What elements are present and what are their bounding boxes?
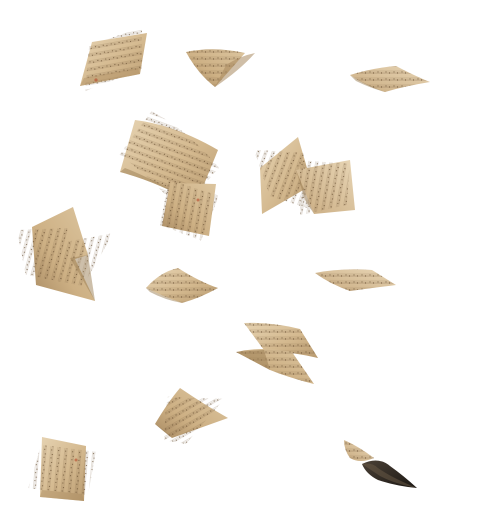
sheet-music-page-2 — [186, 49, 255, 87]
sheet-music-page-13 — [344, 440, 417, 488]
sheet-music-page-3 — [350, 66, 430, 92]
sheet-music-page-10 — [236, 323, 318, 384]
sheet-music-page-6 — [241, 137, 355, 223]
sheet-music-page-11 — [146, 373, 234, 453]
sheet-music-page-12 — [28, 437, 96, 501]
sheet-music-page-7 — [6, 207, 113, 301]
sheet-music-page-8 — [146, 268, 218, 303]
sheet-music-page-5 — [159, 180, 221, 242]
sheet-music-page-9 — [315, 269, 396, 291]
sheet-music-page-1 — [76, 27, 151, 91]
